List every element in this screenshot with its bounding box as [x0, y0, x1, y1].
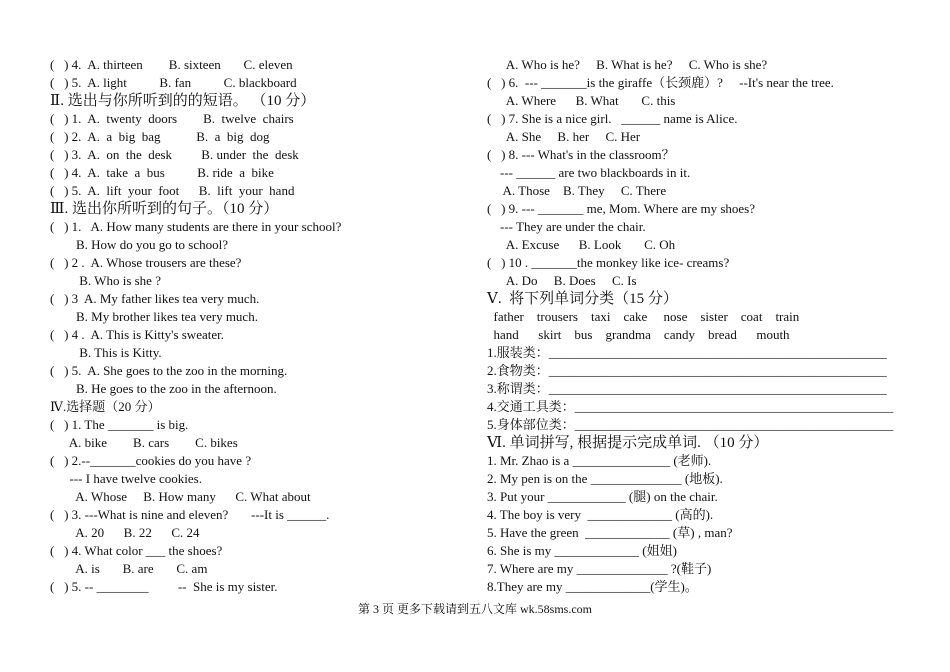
text-line: ( ) 4. A. thirteen B. sixteen C. eleven — [50, 57, 293, 72]
text-line: A. Who is he? B. What is he? C. Who is she? — [487, 57, 768, 72]
section-heading: Ⅵ. 单词拼写, 根据提示完成单词. （10 分） — [487, 435, 769, 451]
text-line: ( ) 1. A. twenty doors B. twelve chairs — [50, 111, 294, 126]
text-line: B. He goes to the zoo in the afternoon. — [50, 381, 277, 396]
text-line: ( ) 5. -- ________ -- She is my sister. — [50, 579, 278, 594]
left-column — [50, 56, 450, 596]
answer-line: 2.食物类：____________________________________________________ — [487, 363, 887, 378]
text-line: ( ) 5. A. light B. fan C. blackboard — [50, 75, 297, 90]
text-line: ( ) 4. What color ___ the shoes? — [50, 543, 223, 558]
text-line: --- They are under the chair. — [487, 219, 646, 234]
text-line: 1. Mr. Zhao is a _______________ (老师). — [487, 453, 712, 468]
text-line: A. She B. her C. Her — [487, 129, 641, 144]
word-list: father trousers taxi cake nose sister coat train — [487, 309, 800, 324]
section-heading: Ⅱ. 选出与你所听到的的短语。 （10 分） — [50, 93, 316, 109]
text-line: A. Where B. What C. this — [487, 93, 676, 108]
text-line: ( ) 2. A. a big bag B. a big dog — [50, 129, 270, 144]
answer-line: 3.称谓类：____________________________________________________ — [487, 381, 887, 396]
text-line: 8.They are my _____________(学生)。 — [487, 579, 698, 594]
text-line: 5. Have the green _____________ (草) , man? — [487, 525, 733, 540]
text-line: ( ) 1. A. How many students are there in your school? — [50, 219, 342, 234]
word-list: hand skirt bus grandma candy bread mouth — [487, 327, 790, 342]
text-line: 2. My pen is on the ______________ (地板). — [487, 471, 723, 486]
text-line: ( ) 4 . A. This is Kitty's sweater. — [50, 327, 224, 342]
text-line: ( ) 4. A. take a bus B. ride a bike — [50, 165, 274, 180]
text-line: A. Do B. Does C. Is — [487, 273, 637, 288]
text-line: A. Those B. They C. There — [487, 183, 667, 198]
text-line: ( ) 3 A. My father likes tea very much. — [50, 291, 260, 306]
text-line: --- ______ are two blackboards in it. — [487, 165, 691, 180]
text-line: B. This is Kitty. — [50, 345, 162, 360]
text-line: B. Who is she ? — [50, 273, 161, 288]
text-line: A. 20 B. 22 C. 24 — [50, 525, 200, 540]
section-heading: Ⅴ. 将下列单词分类（15 分） — [487, 291, 678, 307]
text-line: ( ) 7. She is a nice girl. ______ name is Alice. — [487, 111, 738, 126]
text-line: ( ) 6. --- _______is the giraffe（长颈鹿）? --It's near the tree. — [487, 75, 834, 90]
text-line: ( ) 3. ---What is nine and eleven? ---It is ______. — [50, 507, 330, 522]
right-column — [487, 56, 907, 596]
text-line: B. My brother likes tea very much. — [50, 309, 258, 324]
page-footer: 第 3 页 更多下载请到五八文库 wk.58sms.com — [357, 602, 592, 616]
text-line: ( ) 2.--_______cookies do you have ? — [50, 453, 252, 468]
answer-line: 5.身体部位类：_________________________________________________ — [487, 417, 894, 432]
text-line: ( ) 8. --- What's in the classroom？ — [487, 147, 675, 162]
text-line: ( ) 2 . A. Whose trousers are these? — [50, 255, 242, 270]
section-heading: Ⅳ.选择题（20 分） — [50, 399, 161, 414]
text-line: A. Whose B. How many C. What about — [50, 489, 311, 504]
section-heading: Ⅲ. 选出你所听到的句子。（10 分） — [50, 201, 279, 217]
text-line: 6. She is my _____________ (姐姐) — [487, 543, 677, 558]
text-line: ( ) 9. --- _______ me, Mom. Where are my shoes? — [487, 201, 755, 216]
text-line: A. Excuse B. Look C. Oh — [487, 237, 676, 252]
answer-line: 1.服装类：____________________________________________________ — [487, 345, 887, 360]
text-line: A. is B. are C. am — [50, 561, 208, 576]
text-line: --- I have twelve cookies. — [50, 471, 202, 486]
answer-line: 4.交通工具类：_________________________________________________ — [487, 399, 894, 414]
text-line: A. bike B. cars C. bikes — [50, 435, 238, 450]
text-line: ( ) 5. A. She goes to the zoo in the morning. — [50, 363, 288, 378]
text-line: ( ) 3. A. on the desk B. under the desk — [50, 147, 299, 162]
text-line: 7. Where are my ______________ ?(鞋子) — [487, 561, 712, 576]
text-line: 3. Put your ____________ (腿) on the chair. — [487, 489, 718, 504]
text-line: ( ) 5. A. lift your foot B. lift your hand — [50, 183, 295, 198]
text-line: ( ) 10 . _______the monkey like ice- creams? — [487, 255, 730, 270]
text-line: ( ) 1. The _______ is big. — [50, 417, 189, 432]
text-line: 4. The boy is very _____________ (高的). — [487, 507, 714, 522]
text-line: B. How do you go to school? — [50, 237, 229, 252]
